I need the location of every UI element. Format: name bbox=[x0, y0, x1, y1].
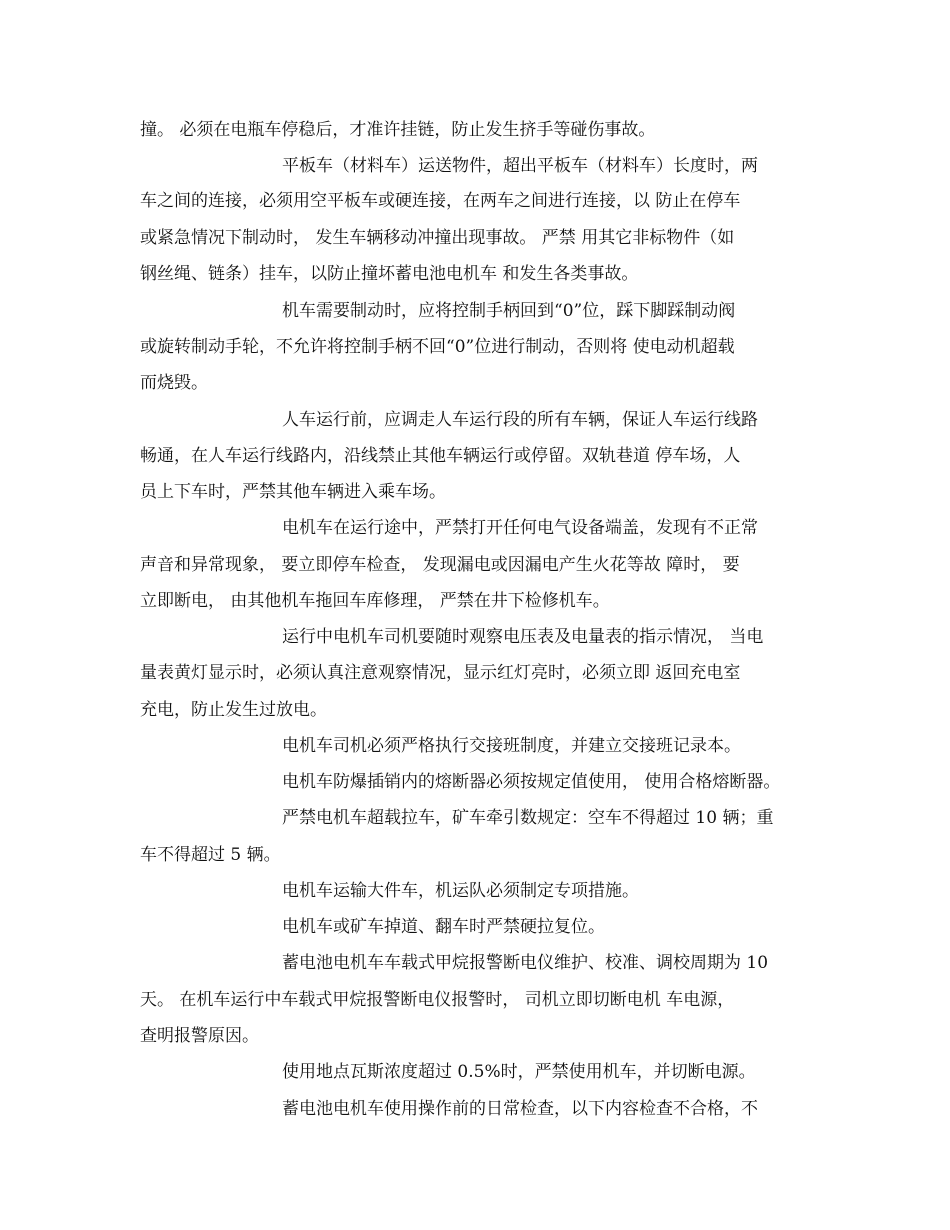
text-line: 或紧急情况下制动时， 发生车辆移动冲撞出现事故。 严禁 用其它非标物件（如 bbox=[140, 228, 735, 248]
text-line: 而烧毁。 bbox=[140, 373, 208, 393]
text-line: 电机车或矿车掉道、翻车时严禁硬拉复位。 bbox=[282, 917, 605, 937]
text-line: 车之间的连接，必须用空平板车或硬连接，在两车之间进行连接，以 防止在停车 bbox=[140, 191, 741, 211]
text-line: 立即断电， 由其他机车拖回车库修理， 严禁在井下检修机车。 bbox=[140, 591, 610, 611]
text-line: 人车运行前，应调走人车运行段的所有车辆，保证人车运行线路 bbox=[282, 410, 758, 430]
text-line: 撞。 必须在电瓶车停稳后，才准许挂链，防止发生挤手等碰伤事故。 bbox=[140, 120, 656, 140]
text-line: 蓄电池电机车使用操作前的日常检查，以下内容检查不合格，不 bbox=[282, 1099, 758, 1119]
text-line: 运行中电机车司机要随时观察电压表及电量表的指示情况， 当电 bbox=[282, 627, 764, 647]
text-line: 钢丝绳、链条）挂车，以防止撞坏蓄电池电机车 和发生各类事故。 bbox=[140, 264, 639, 284]
text-line: 充电，防止发生过放电。 bbox=[140, 700, 327, 720]
text-line: 电机车运输大件车，机运队必须制定专项措施。 bbox=[282, 881, 639, 901]
text-line: 电机车司机必须严格执行交接班制度，并建立交接班记录本。 bbox=[282, 736, 741, 756]
text-line: 员上下车时，严禁其他车辆进入乘车场。 bbox=[140, 482, 446, 502]
text-line: 或旋转制动手轮，不允许将控制手柄不回“0”位进行制动，否则将 使电动机超载 bbox=[140, 337, 735, 357]
text-line: 严禁电机车超载拉车，矿车牵引数规定：空车不得超过 10 辆；重 bbox=[282, 808, 774, 828]
text-line: 查明报警原因。 bbox=[140, 1026, 259, 1046]
text-line: 使用地点瓦斯浓度超过 0.5%时，严禁使用机车，并切断电源。 bbox=[282, 1062, 756, 1082]
text-line: 电机车防爆插销内的熔断器必须按规定值使用， 使用合格熔断器。 bbox=[282, 772, 781, 792]
text-line: 量表黄灯显示时，必须认真注意观察情况，显示红灯亮时，必须立即 返回充电室 bbox=[140, 663, 741, 683]
text-line: 电机车在运行途中，严禁打开任何电气设备端盖，发现有不正常 bbox=[282, 518, 758, 538]
text-line: 机车需要制动时，应将控制手柄回到“0”位，踩下脚踩制动阀 bbox=[282, 301, 736, 321]
text-line: 蓄电池电机车车载式甲烷报警断电仪维护、校准、调校周期为 10 bbox=[282, 953, 769, 973]
text-line: 平板车（材料车）运送物件，超出平板车（材料车）长度时，两 bbox=[282, 156, 758, 176]
text-line: 车不得超过 5 辆。 bbox=[140, 845, 281, 865]
text-line: 声音和异常现象， 要立即停车检查， 发现漏电或因漏电产生火花等故 障时， 要 bbox=[140, 555, 740, 575]
text-line: 畅通，在人车运行线路内，沿线禁止其他车辆运行或停留。双轨巷道 停车场，人 bbox=[140, 446, 741, 466]
text-line: 天。 在机车运行中车载式甲烷报警断电仪报警时， 司机立即切断电机 车电源， bbox=[140, 990, 735, 1010]
